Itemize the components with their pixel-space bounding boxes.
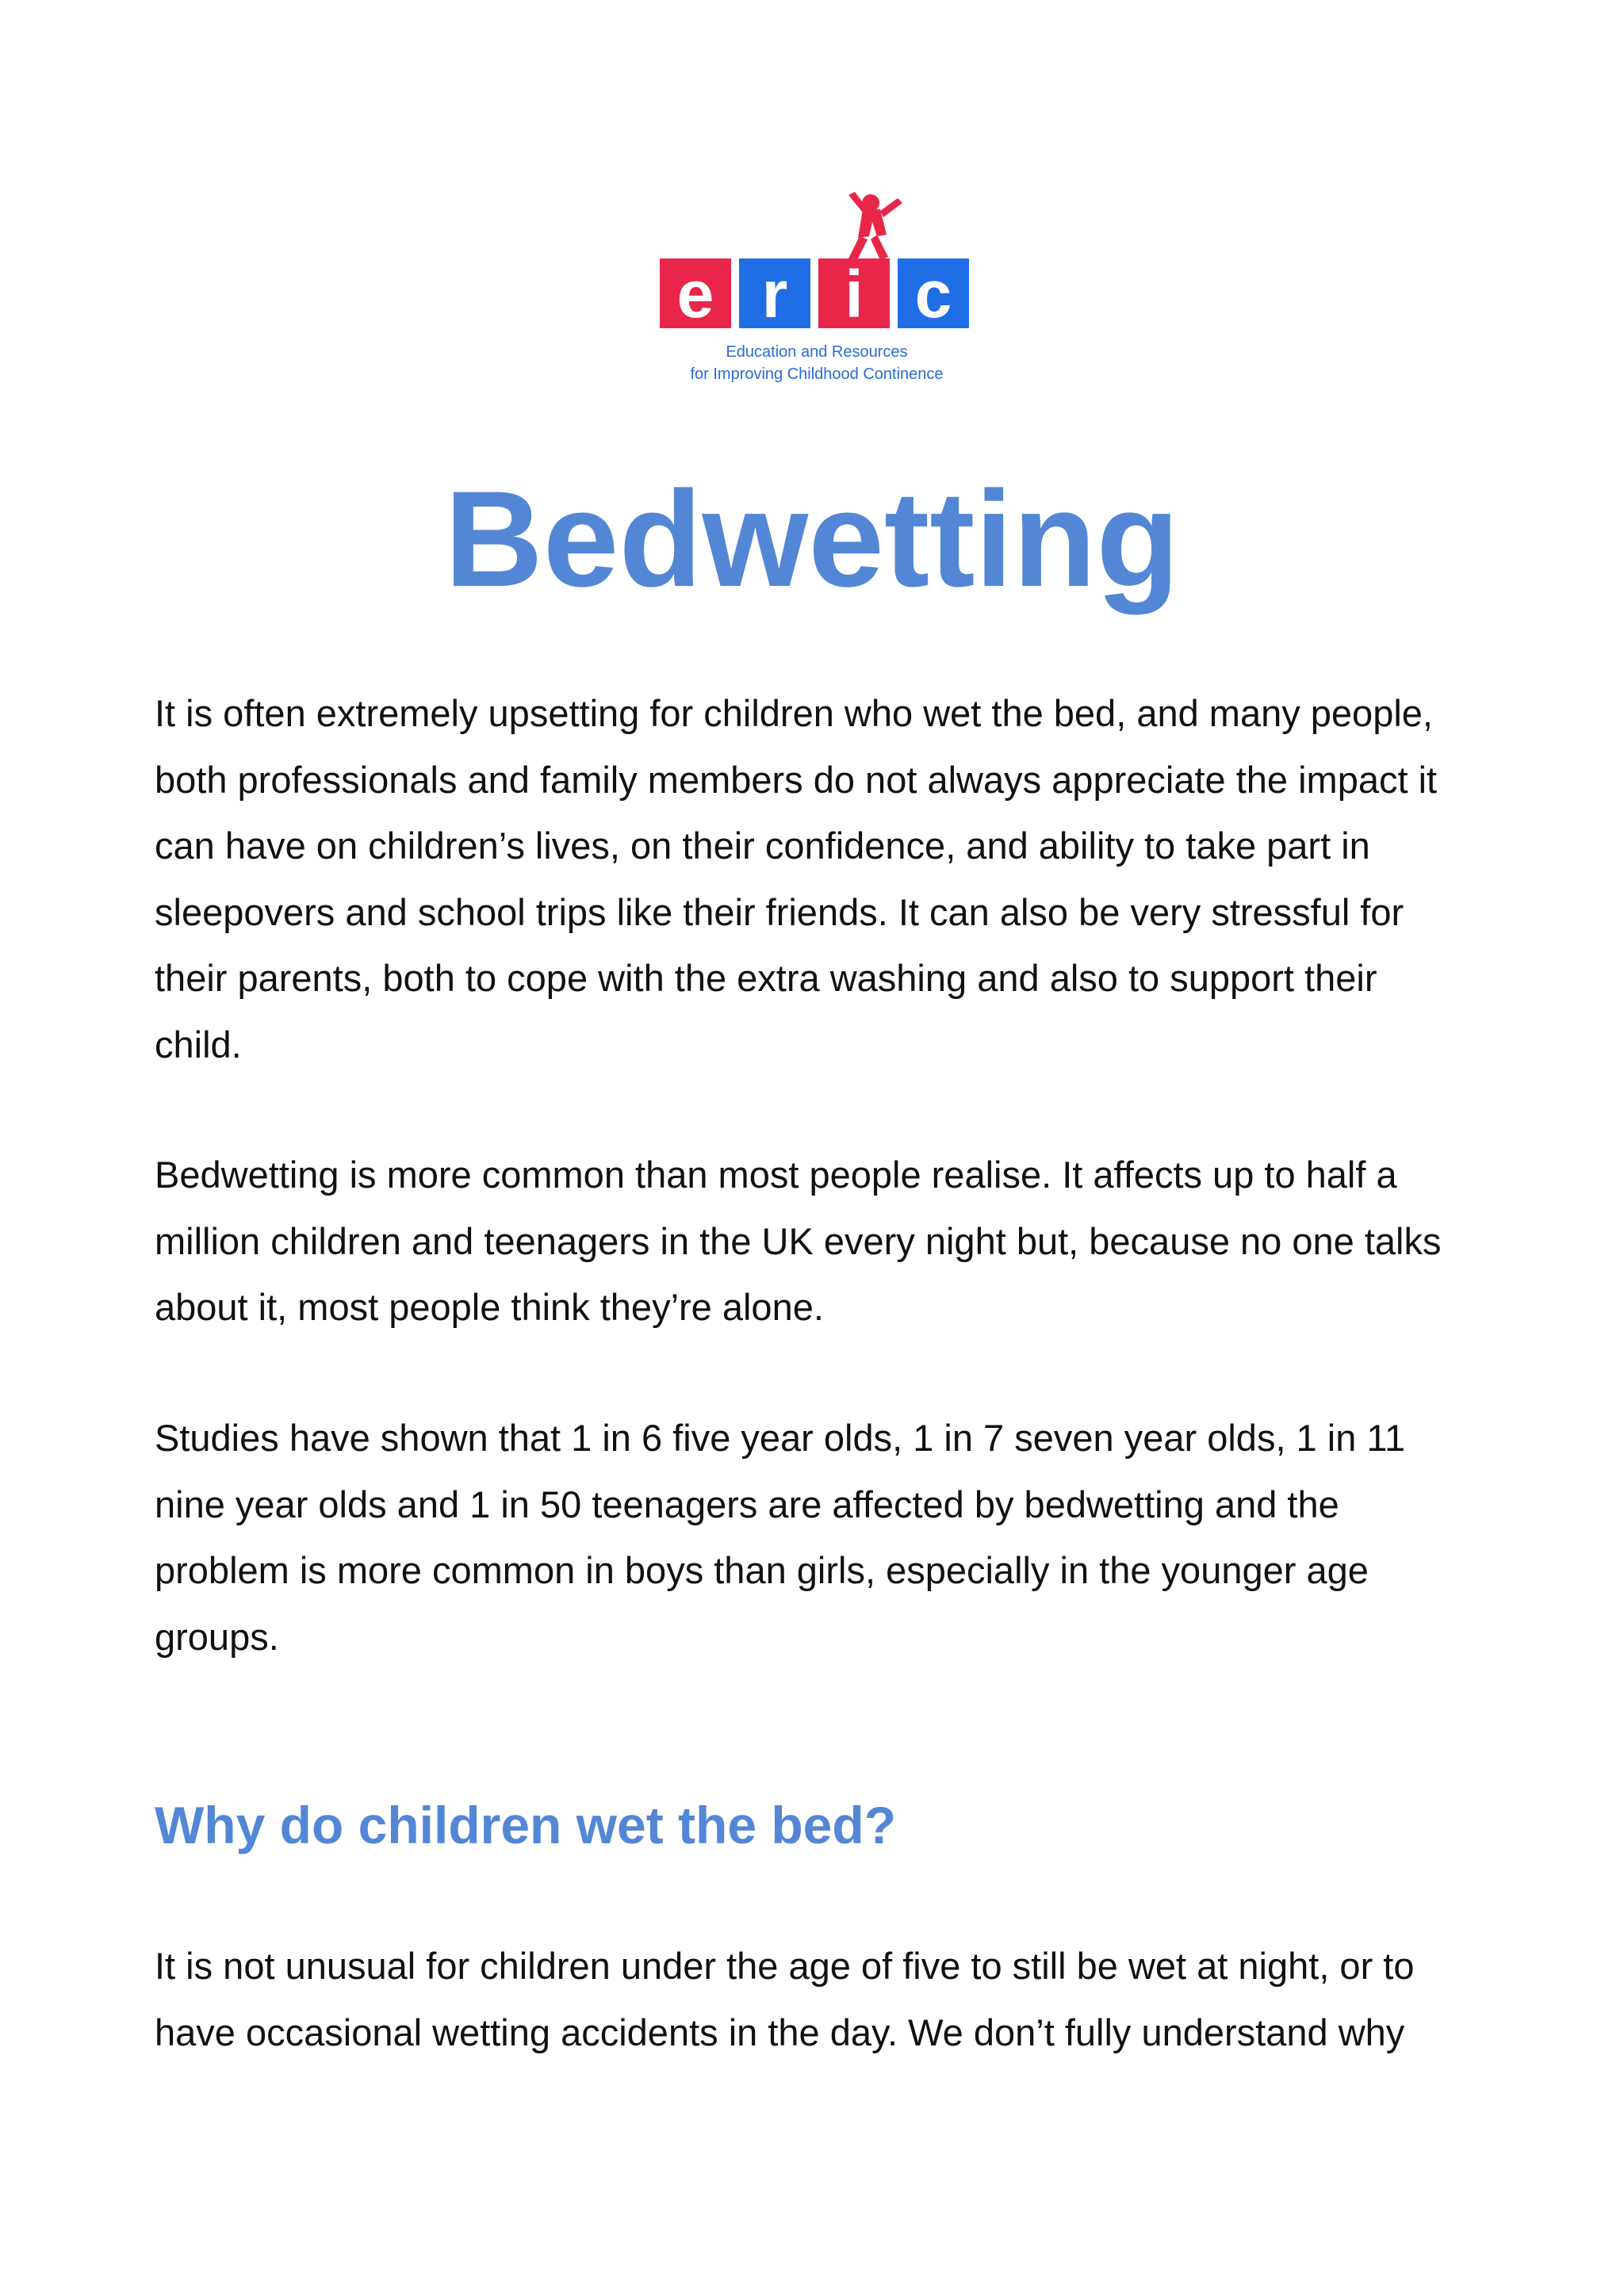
paragraph-intro xyxy=(155,680,1487,1077)
text-line: their parents, both to cope with the extra washing and also to support their xyxy=(155,957,1377,999)
page-title: Bedwetting xyxy=(444,463,1180,615)
paragraph-studies xyxy=(155,1405,1487,1670)
text-line: have occasional wetting accidents in the day. We don’t fully understand why xyxy=(155,2011,1405,2053)
text-line: child. xyxy=(155,1023,242,1066)
text-line: sleepovers and school trips like their friends. It can also be very stressful for xyxy=(155,890,1404,933)
text-line: groups. xyxy=(155,1615,279,1658)
text-line: Studies have shown that 1 in 6 five year olds, 1 in 7 seven year olds, 1 in 11 xyxy=(155,1417,1406,1459)
logo-letter-r: r xyxy=(761,257,788,331)
text-line: nine year olds and 1 in 50 teenagers are affected by bedwetting and the xyxy=(155,1483,1339,1525)
logo-tagline-line2: for Improving Childhood Continence xyxy=(690,365,944,383)
text-line: can have on children’s lives, on their confidence, and ability to take part in xyxy=(155,825,1370,867)
climbing-figure-icon xyxy=(848,192,902,262)
logo-letter-i: i xyxy=(845,257,864,331)
text-line: It is not unusual for children under the age of five to still be wet at night, or to xyxy=(155,1945,1415,1987)
text-line: about it, most people think they’re alone. xyxy=(155,1286,824,1328)
text-line: It is often extremely upsetting for children who wet the bed, and many people, xyxy=(155,692,1433,734)
eric-logo xyxy=(650,190,983,396)
section-heading: Why do children wet the bed? xyxy=(155,1796,897,1854)
text-line: both professionals and family members do not always appreciate the impact it xyxy=(155,758,1438,801)
eric-logo-mark xyxy=(650,190,983,333)
logo-letter-e: e xyxy=(676,257,714,331)
text-line: problem is more common in boys than girls, especially in the younger age xyxy=(155,1549,1369,1591)
paragraph-why xyxy=(155,1933,1487,2065)
logo-letter-c: c xyxy=(914,257,952,331)
paragraph-prevalence xyxy=(155,1142,1487,1341)
text-line: Bedwetting is more common than most people realise. It affects up to half a xyxy=(155,1154,1397,1196)
text-line: million children and teenagers in the UK every night but, because no one talks xyxy=(155,1219,1442,1262)
logo-tagline-line1: Education and Resources xyxy=(726,343,908,361)
